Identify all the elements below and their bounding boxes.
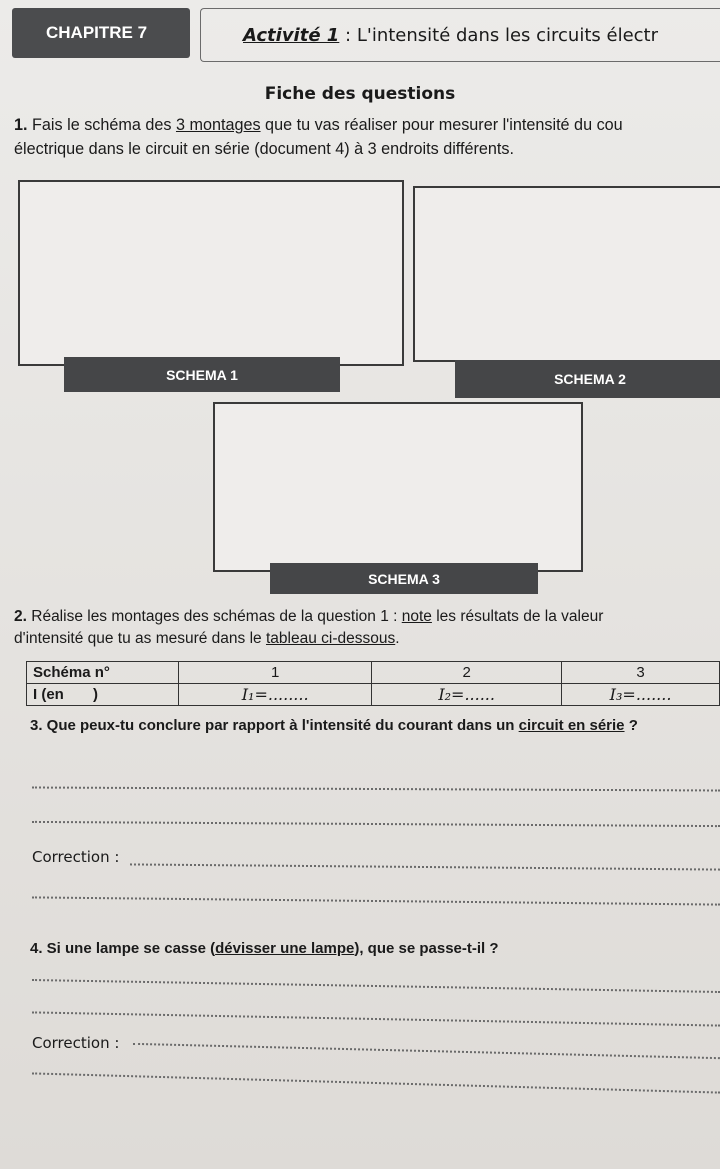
q3-text-a: 3. Que peux-tu conclure par rapport à l'intensité du courant dans un	[30, 717, 519, 734]
q2-text-a: Réalise les montages des schémas de la question 1 :	[31, 608, 402, 625]
results-table	[26, 661, 720, 706]
answer-line[interactable]	[32, 821, 720, 827]
schema-3-box[interactable]	[213, 402, 583, 572]
q2-text-note: note	[401, 608, 432, 625]
answer-line[interactable]	[32, 786, 720, 791]
chapter-label: CHAPITRE 7	[46, 23, 148, 42]
activity-title-box	[200, 8, 720, 62]
table-row	[27, 684, 720, 706]
q1-text-c: électrique dans le circuit en série (document 4) à 3 endroits différents.	[14, 140, 514, 158]
q1-text-underlined: 3 montages	[175, 116, 261, 134]
q4-text-b: ), que se passe-t-il ?	[354, 940, 499, 957]
table-value-2[interactable]: I₂=......	[372, 684, 562, 706]
q4-text-a: 4. Si une lampe se casse (	[30, 940, 216, 957]
table-value-3[interactable]: I₃=.......	[562, 684, 720, 706]
answer-line[interactable]	[32, 979, 720, 993]
q4-text-underlined: dévisser une lampe	[215, 940, 355, 957]
table-row-label: I (en )	[27, 684, 179, 706]
q2-text-table: tableau ci-dessous	[265, 630, 396, 647]
table-col-3: 3	[562, 662, 720, 684]
table-value-1[interactable]: I₁=........	[179, 684, 372, 706]
activity-label: Activité 1	[243, 25, 340, 46]
correction-line[interactable]	[130, 863, 720, 870]
table-header-row	[27, 662, 720, 684]
answer-line[interactable]	[32, 1072, 720, 1093]
answer-line[interactable]	[32, 896, 720, 905]
correction-label: Correction :	[32, 1034, 120, 1052]
q3-text-b: ?	[624, 717, 638, 734]
fiche-title: Fiche des questions	[264, 84, 456, 104]
schema-2-box[interactable]	[413, 186, 720, 362]
q2-text-c: d'intensité que tu as mesuré dans le	[14, 630, 266, 647]
table-col-1: 1	[179, 662, 372, 684]
table-col-2: 2	[372, 662, 562, 684]
q2-text-d: .	[395, 630, 400, 647]
q2-number: 2.	[14, 608, 27, 625]
correction-label: Correction :	[32, 848, 120, 866]
answer-line[interactable]	[32, 1011, 720, 1026]
schema-3-label: SCHEMA 3	[270, 563, 538, 594]
correction-line[interactable]	[133, 1043, 720, 1059]
q3-text-underlined: circuit en série	[518, 717, 625, 734]
question-3	[30, 717, 638, 734]
q1-number: 1.	[14, 116, 28, 134]
activity-title: : L'intensité dans les circuits électr	[339, 25, 659, 46]
schema-2-label: SCHEMA 2	[455, 360, 720, 398]
question-2	[14, 606, 720, 650]
chapter-badge	[12, 8, 190, 58]
q1-text-b: que tu vas réaliser pour mesurer l'intensité du cou	[260, 116, 623, 134]
schema-1-label: SCHEMA 1	[64, 357, 340, 392]
question-1	[14, 113, 720, 161]
table-header-label: Schéma n°	[27, 662, 179, 684]
schema-1-box[interactable]	[18, 180, 404, 366]
q2-text-b: les résultats de la valeur	[431, 608, 604, 625]
q1-text-a: Fais le schéma des	[32, 116, 176, 134]
question-4	[30, 940, 499, 957]
